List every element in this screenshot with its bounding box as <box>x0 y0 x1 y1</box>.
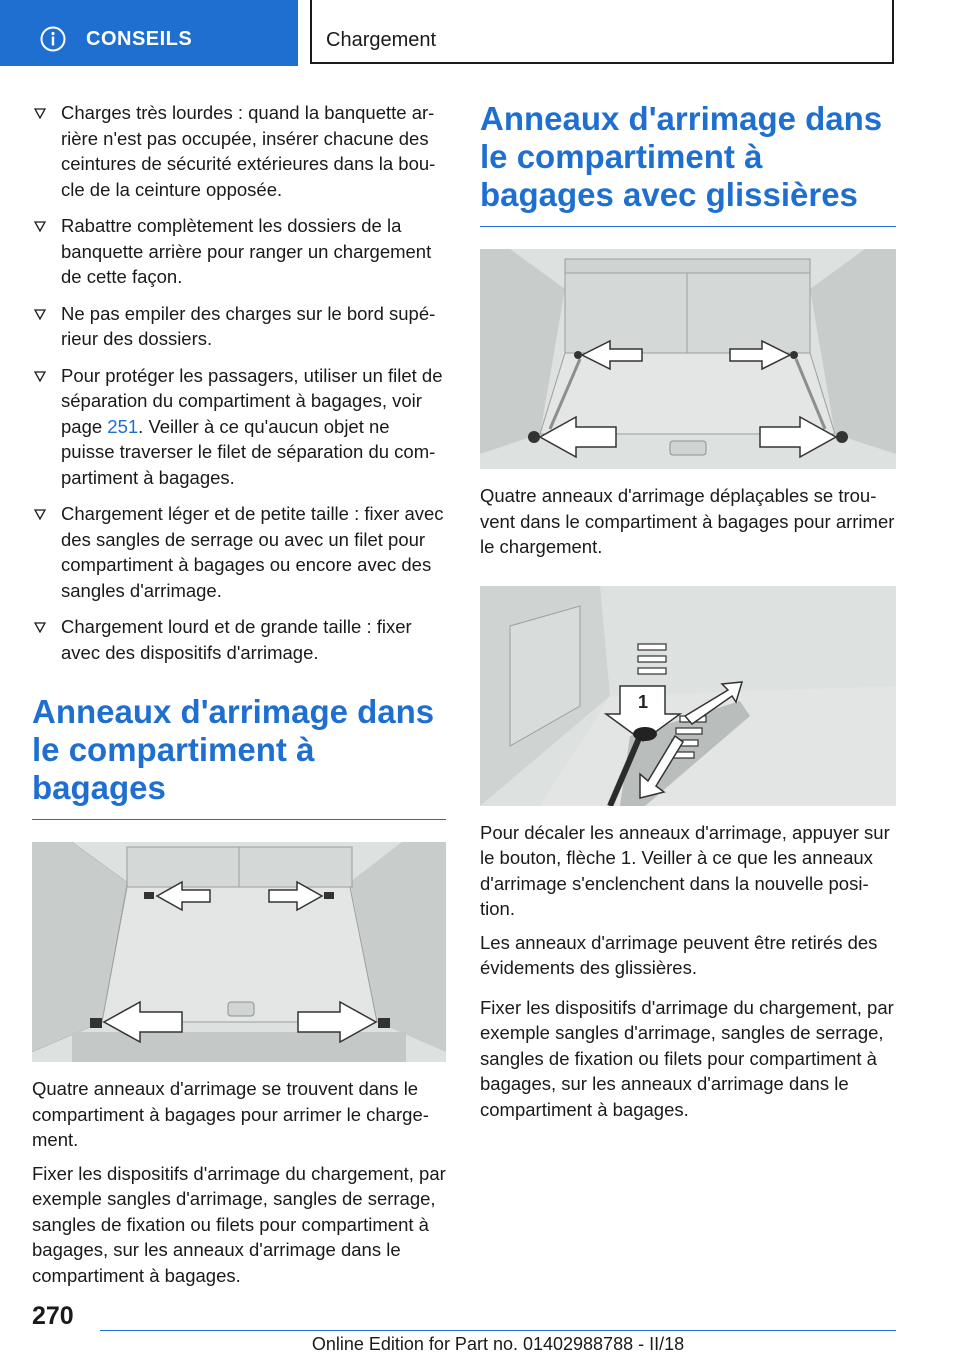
triangle-bullet-icon <box>34 509 46 520</box>
triangle-bullet-icon <box>34 108 46 119</box>
footer-edition: Online Edition for Part no. 01402988788 - II/18 <box>311 1334 685 1354</box>
triangle-bullet-icon <box>34 371 46 382</box>
chapter-header <box>310 0 894 64</box>
info-icon <box>40 26 66 52</box>
list-item: Ne pas empiler des charges sur le bord supérieur des dossiers. <box>32 301 446 352</box>
list-item: Chargement léger et de petite taille : fixer avec des sangles de serrage ou avec un filet pour compartiment à bagages ou encore avec des sangles d'arrimage. <box>32 501 446 603</box>
figure-caption: Quatre anneaux d'arrimage se trouvent dans le compartiment à bagages pour arrimer le chargement. <box>32 1078 429 1150</box>
figure-trunk-fixed-rings <box>32 842 446 1062</box>
footer-divider <box>100 1330 896 1331</box>
page-number: 270 <box>32 1302 74 1330</box>
figure-caption: Quatre anneaux d'arrimage déplaçables se trouvent dans le compartiment à bagages pour arrimer le chargement. <box>480 485 895 557</box>
arrow-label: 1 <box>637 691 649 712</box>
list-item: Rabattre complètement les dossiers de la banquette arrière pour ranger un chargement de cette façon. <box>32 213 446 290</box>
left-column <box>32 100 446 1296</box>
triangle-bullet-icon <box>34 309 46 320</box>
section-heading: Anneaux d'arrimage dans le compartiment à bagages avec glissières <box>480 100 896 227</box>
list-item: Chargement lourd et de grande taille : fixer avec des dispositifs d'arrimage. <box>32 614 446 665</box>
right-column <box>480 100 896 1130</box>
paragraph: Fixer les dispositifs d'arrimage du chargement, par exemple sangles d'arrimage, sangles de serrage, sangles de fixation ou filets pour compartiment à bagages, sur les anneaux d'arrimage dans le compartiment à bagages. <box>32 1162 446 1286</box>
figure-rail-ring-detail <box>480 586 896 806</box>
triangle-bullet-icon <box>34 221 46 232</box>
paragraph: Les anneaux d'arrimage peuvent être retirés des évidements des glissières. <box>480 931 878 978</box>
tab-label: CONSEILS <box>86 28 193 50</box>
paragraph: Fixer les dispositifs d'arrimage du chargement, par exemple sangles d'arrimage, sangles de serrage, sangles de fixation ou filets pour compartiment à bagages, sur les anneaux d'arrimage dans le compartiment à bagages. <box>480 996 894 1120</box>
figure-trunk-rail-rings <box>480 249 896 469</box>
triangle-bullet-icon <box>34 622 46 633</box>
list-item: Pour protéger les passagers, utiliser un filet de séparation du compartiment à bagages, voir page 251. Veiller à ce qu'aucun objet ne puisse traverser le filet de séparation du compartiment à bagages. <box>32 363 446 491</box>
chapter-title: Chargement <box>326 29 437 51</box>
section-tab-conseils[interactable] <box>0 0 298 66</box>
list-item: Charges très lourdes : quand la banquette arrière n'est pas occupée, insérer chacune des ceintures de sécurité extérieures dans la boucle de la ceinture opposée. <box>32 100 446 202</box>
page-link[interactable]: 251 <box>107 415 139 437</box>
section-heading: Anneaux d'arrimage dans le compartiment à bagages <box>32 693 446 820</box>
bullet-list <box>32 100 446 665</box>
paragraph: Pour décaler les anneaux d'arrimage, appuyer sur le bouton, flèche 1. Veiller à ce que les anneaux d'arrimage s'enclenchent dans la nouvelle position. <box>480 821 890 919</box>
